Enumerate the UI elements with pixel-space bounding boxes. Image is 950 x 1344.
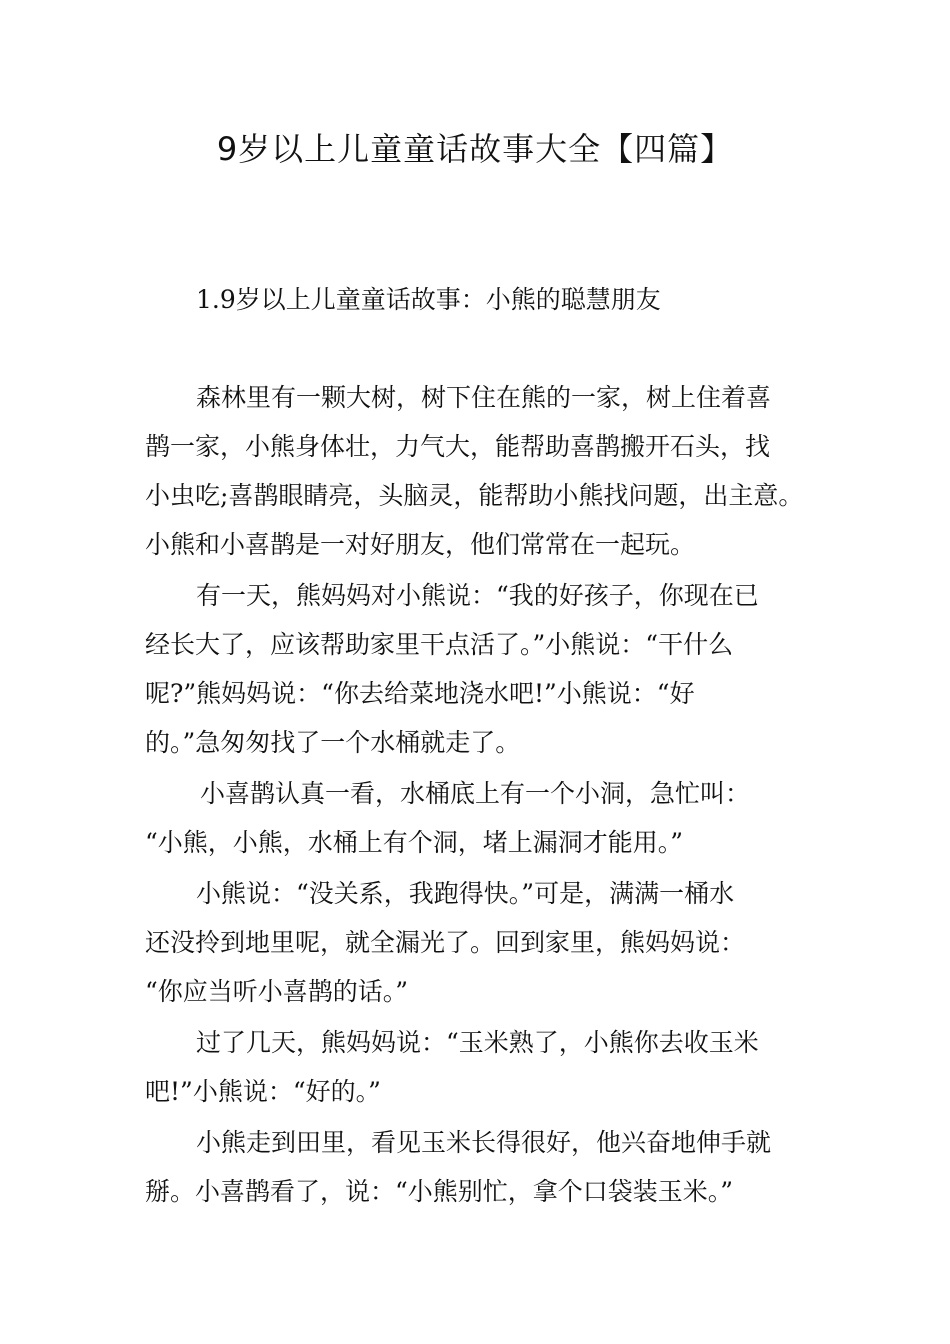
paragraph-line: “小熊，小熊，水桶上有个洞，堵上漏洞才能用。” [145,828,684,857]
paragraph-line: 小熊走到田里，看见玉米长得很好，他兴奋地伸手就 [196,1128,772,1157]
paragraph-line: 小熊和小喜鹊是一对好朋友，他们常常在一起玩。 [145,530,696,559]
paragraph-line: 小虫吃;喜鹊眼睛亮，头脑灵，能帮助小熊找问题，出主意。 [145,481,804,510]
paragraph-line: 小熊说：“没关系，我跑得快。”可是，满满一桶水 [196,879,735,908]
paragraph-line: 的。”急匆匆找了一个水桶就走了。 [145,728,521,757]
paragraph-line: 吧!”小熊说：“好的。” [145,1077,381,1106]
paragraph-line: 还没拎到地里呢，就全漏光了。回到家里，熊妈妈说： [145,928,746,957]
paragraph-line: 经长大了，应该帮助家里干点活了。”小熊说：“干什么 [145,630,734,659]
paragraph-line: 小喜鹊认真一看，水桶底上有一个小洞，急忙叫： [200,779,751,808]
section-heading: 1.9岁以上儿童童话故事：小熊的聪慧朋友 [196,285,661,314]
paragraph-line: 森林里有一颗大树，树下住在熊的一家，树上住着喜 [196,383,772,412]
document-title: 9岁以上儿童童话故事大全【四篇】 [216,130,734,168]
paragraph-line: 呢?”熊妈妈说：“你去给菜地浇水吧!”小熊说：“好 [145,679,695,708]
paragraph-line: 有一天，熊妈妈对小熊说：“我的好孩子，你现在已 [196,581,759,610]
paragraph-line: “你应当听小喜鹊的话。” [145,977,409,1006]
paragraph-line: 鹊一家，小熊身体壮，力气大，能帮助喜鹊搬开石头，找 [145,432,771,461]
paragraph-line: 过了几天，熊妈妈说：“玉米熟了，小熊你去收玉米 [196,1028,759,1057]
paragraph-line: 掰。小喜鹊看了，说：“小熊别忙，拿个口袋装玉米。” [145,1177,734,1206]
